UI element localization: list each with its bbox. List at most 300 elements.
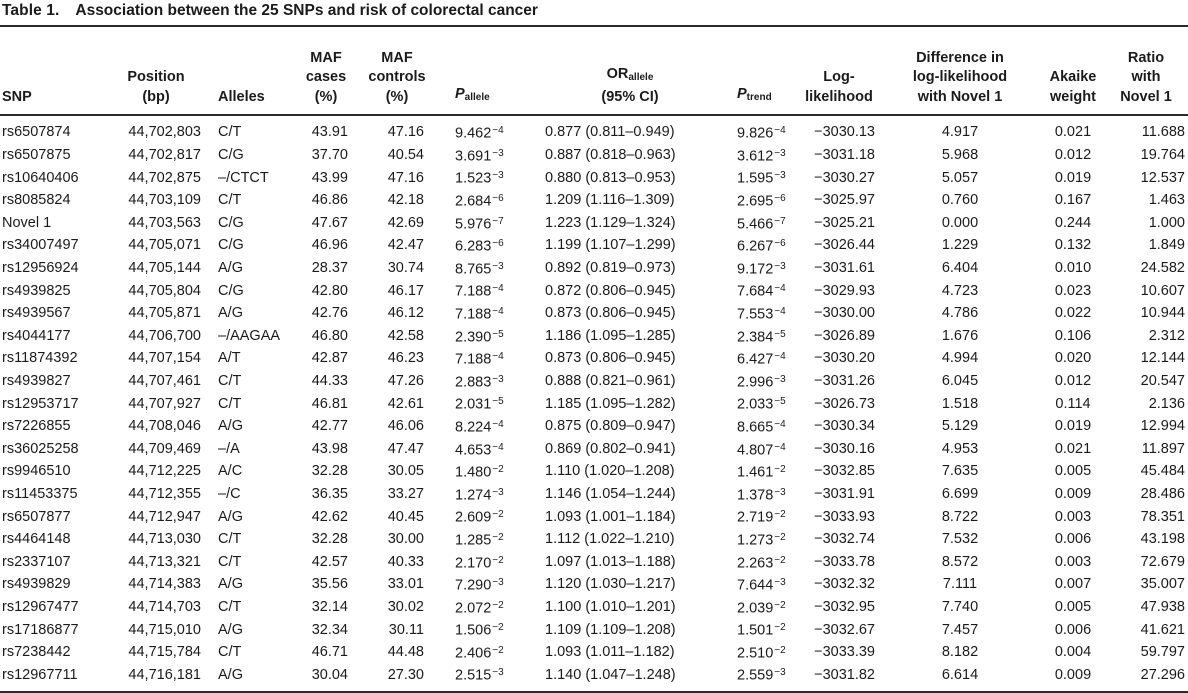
cell-log-likelihood: −3030.13 — [814, 124, 875, 141]
table-row — [0, 302, 1188, 325]
cell-p-trend: $7.553^{-4}$ — [737, 305, 786, 323]
cell-maf-cases: 37.70 — [311, 147, 348, 164]
cell-position: 44,702,875 — [128, 169, 201, 186]
cell-snp: rs7238442 — [2, 644, 71, 661]
cell-or-ci: 1.185 (1.095–1.282) — [545, 395, 676, 412]
cell-alleles: C/T — [218, 553, 242, 570]
cell-akaike-weight: 0.244 — [1054, 214, 1092, 231]
cell-snp: rs6507874 — [2, 124, 71, 141]
cell-position: 44,714,383 — [128, 576, 201, 593]
table-row — [0, 618, 1188, 641]
cell-maf-cases: 35.56 — [311, 576, 348, 593]
cell-maf-cases: 46.71 — [311, 644, 348, 661]
cell-or-ci: 1.146 (1.054–1.244) — [545, 485, 676, 502]
cell-or-ci: 1.097 (1.013–1.188) — [545, 553, 676, 570]
cell-p-allele: $8.224^{-4}$ — [455, 418, 504, 436]
cell-p-trend: $2.033^{-5}$ — [737, 396, 786, 413]
cell-p-allele: $2.406^{-2}$ — [455, 644, 504, 662]
cell-log-likelihood: −3033.93 — [814, 508, 875, 525]
cell-position: 44,716,181 — [128, 666, 201, 683]
cell-ratio-with-novel1: 43.198 — [1140, 531, 1185, 548]
cell-diff-log-likelihood: 4.786 — [941, 305, 979, 322]
cell-akaike-weight: 0.004 — [1054, 644, 1092, 661]
cell-or-ci: 1.223 (1.129–1.324) — [545, 214, 676, 231]
cell-p-trend: $1.461^{-2}$ — [737, 464, 786, 481]
cell-p-trend: $7.684^{-4}$ — [737, 283, 786, 300]
cell-ratio-with-novel1: 59.797 — [1140, 644, 1185, 661]
cell-diff-log-likelihood: 0.760 — [941, 192, 979, 209]
table-row — [0, 573, 1188, 596]
cell-or-ci: 0.888 (0.821–0.961) — [545, 373, 676, 389]
cell-snp: rs12967477 — [2, 598, 79, 615]
table-caption-label: Table 1. — [2, 2, 60, 19]
cell-akaike-weight: 0.022 — [1054, 305, 1092, 322]
table-row — [0, 370, 1188, 393]
cell-maf-cases: 30.04 — [311, 666, 348, 683]
cell-akaike-weight: 0.019 — [1054, 169, 1092, 186]
cell-log-likelihood: −3032.74 — [814, 531, 875, 548]
table-row — [0, 415, 1188, 438]
cell-akaike-weight: 0.021 — [1054, 124, 1092, 141]
cell-maf-controls: 47.16 — [387, 124, 424, 141]
cell-p-trend: $2.039^{-2}$ — [737, 599, 786, 617]
cell-maf-cases: 43.98 — [311, 440, 348, 457]
cell-p-trend: $6.267^{-6}$ — [737, 238, 786, 255]
cell-diff-log-likelihood: 4.953 — [941, 440, 979, 457]
cell-snp: rs11453375 — [2, 485, 78, 502]
cell-p-trend: $4.807^{-4}$ — [737, 441, 786, 459]
cell-diff-log-likelihood: 4.723 — [941, 282, 979, 299]
cell-maf-controls: 47.16 — [387, 169, 424, 186]
cell-p-allele: $7.188^{-4}$ — [455, 351, 504, 368]
cell-p-trend: $7.644^{-3}$ — [737, 577, 786, 594]
cell-ratio-with-novel1: 12.144 — [1140, 350, 1185, 367]
cell-p-allele: $7.188^{-4}$ — [455, 305, 504, 323]
cell-p-trend: $1.378^{-3}$ — [737, 486, 786, 504]
cell-maf-controls: 30.02 — [387, 598, 424, 615]
col-header-maf-cases: MAF cases (%) — [294, 27, 358, 115]
cell-position: 44,714,703 — [128, 598, 201, 615]
cell-maf-cases: 46.96 — [311, 237, 348, 254]
cell-snp: rs34007497 — [2, 237, 79, 254]
cell-p-trend: $2.695^{-6}$ — [737, 193, 786, 210]
cell-ratio-with-novel1: 41.621 — [1140, 621, 1185, 638]
cell-maf-controls: 30.05 — [387, 463, 424, 480]
cell-maf-controls: 30.00 — [387, 531, 424, 548]
cell-or-ci: 1.112 (1.022–1.210) — [545, 531, 675, 548]
table-row — [0, 212, 1188, 235]
cell-diff-log-likelihood: 7.111 — [942, 576, 978, 593]
cell-maf-controls: 46.23 — [387, 350, 424, 367]
col-header-ratio-with-novel1: Ratio with Novel 1 — [1104, 27, 1188, 115]
table-row — [0, 505, 1188, 528]
cell-p-trend: $6.427^{-4}$ — [737, 351, 786, 368]
cell-position: 44,709,469 — [128, 440, 201, 457]
cell-p-allele: $1.523^{-3}$ — [455, 170, 504, 187]
snp-association-table — [0, 27, 1188, 693]
cell-ratio-with-novel1: 10.607 — [1140, 282, 1185, 299]
cell-snp: rs12956924 — [2, 260, 79, 277]
cell-maf-controls: 40.33 — [387, 553, 424, 570]
cell-ratio-with-novel1: 1.849 — [1148, 237, 1185, 254]
cell-p-allele: $1.506^{-2}$ — [455, 622, 504, 639]
cell-akaike-weight: 0.021 — [1054, 440, 1092, 457]
cell-log-likelihood: −3030.20 — [814, 350, 875, 367]
table-row — [0, 528, 1188, 551]
cell-p-allele: $5.976^{-7}$ — [455, 215, 504, 233]
cell-position: 44,707,154 — [128, 350, 201, 367]
col-header-log-likelihood: Log- likelihood — [800, 27, 878, 115]
cell-ratio-with-novel1: 2.136 — [1148, 395, 1185, 412]
cell-or-ci: 0.875 (0.809–0.947) — [545, 418, 676, 435]
col-header-p-trend: $P_{trend}$ — [730, 27, 800, 115]
col-header-diff-log-likelihood: Difference in log-likelihood with Novel 1 — [878, 27, 1042, 115]
cell-akaike-weight: 0.003 — [1054, 553, 1092, 570]
cell-position: 44,706,700 — [128, 327, 201, 344]
cell-log-likelihood: −3031.26 — [814, 373, 875, 389]
cell-p-allele: $3.691^{-3}$ — [455, 147, 504, 165]
cell-ratio-with-novel1: 19.764 — [1140, 147, 1185, 164]
cell-diff-log-likelihood: 7.740 — [941, 598, 979, 615]
col-header-p-allele: $P_{allele}$ — [436, 27, 530, 115]
cell-ratio-with-novel1: 2.312 — [1148, 327, 1185, 344]
cell-akaike-weight: 0.007 — [1054, 576, 1092, 593]
cell-snp: rs6507877 — [2, 508, 71, 525]
cell-log-likelihood: −3030.34 — [814, 418, 875, 435]
cell-p-allele: $2.684^{-6}$ — [455, 193, 504, 210]
cell-akaike-weight: 0.114 — [1055, 395, 1091, 412]
cell-p-trend: $3.612^{-3}$ — [737, 147, 786, 165]
cell-maf-cases: 42.76 — [311, 305, 348, 322]
table-row — [0, 257, 1188, 280]
cell-ratio-with-novel1: 24.582 — [1140, 260, 1185, 277]
cell-maf-controls: 42.69 — [387, 214, 424, 231]
cell-alleles: C/T — [218, 373, 242, 389]
cell-snp: rs4464148 — [2, 531, 71, 548]
cell-maf-controls: 30.11 — [388, 621, 424, 638]
cell-alleles: C/G — [218, 237, 244, 254]
cell-log-likelihood: −3026.89 — [814, 327, 875, 344]
cell-alleles: C/T — [218, 598, 242, 615]
cell-alleles: C/T — [218, 124, 242, 141]
cell-log-likelihood: −3032.32 — [814, 576, 875, 593]
cell-ratio-with-novel1: 47.938 — [1140, 598, 1185, 615]
table-row — [0, 115, 1188, 144]
cell-maf-cases: 47.67 — [311, 214, 348, 231]
cell-maf-cases: 36.35 — [311, 485, 348, 502]
cell-maf-cases: 42.87 — [311, 350, 348, 367]
cell-p-trend: $2.510^{-2}$ — [737, 644, 786, 662]
cell-p-allele: $2.072^{-2}$ — [455, 599, 504, 617]
cell-log-likelihood: −3032.85 — [814, 463, 875, 480]
cell-snp: rs2337107 — [2, 553, 71, 570]
cell-or-ci: 1.093 (1.011–1.182) — [545, 644, 675, 661]
cell-or-ci: 1.100 (1.010–1.201) — [545, 598, 676, 615]
cell-alleles: A/G — [218, 576, 243, 593]
cell-maf-controls: 47.26 — [387, 373, 424, 389]
table-row — [0, 347, 1188, 370]
cell-alleles: C/T — [218, 531, 242, 548]
cell-alleles: A/G — [218, 666, 243, 683]
cell-alleles: –/C — [218, 485, 241, 502]
cell-log-likelihood: −3030.00 — [814, 305, 875, 322]
cell-log-likelihood: −3032.67 — [814, 621, 875, 638]
cell-p-allele: $2.609^{-2}$ — [455, 509, 504, 526]
cell-p-trend: $1.595^{-3}$ — [737, 170, 786, 187]
cell-position: 44,707,461 — [128, 373, 201, 389]
table-body — [0, 115, 1188, 692]
cell-snp: rs10640406 — [2, 169, 79, 186]
cell-snp: rs4939825 — [2, 282, 71, 299]
cell-p-allele: $1.285^{-2}$ — [455, 531, 504, 549]
cell-or-ci: 0.877 (0.811–0.949) — [545, 124, 675, 141]
cell-or-ci: 0.873 (0.806–0.945) — [545, 305, 676, 322]
cell-or-ci: 1.209 (1.116–1.309) — [545, 192, 675, 209]
cell-snp: rs4044177 — [2, 327, 71, 344]
cell-snp: rs11874392 — [2, 350, 78, 367]
cell-log-likelihood: −3033.78 — [814, 553, 875, 570]
cell-p-allele: $1.274^{-3}$ — [455, 486, 504, 504]
cell-alleles: A/G — [218, 508, 243, 525]
table-row — [0, 144, 1188, 167]
cell-p-trend: $2.559^{-3}$ — [737, 667, 786, 684]
cell-position: 44,715,010 — [128, 621, 201, 638]
cell-log-likelihood: −3025.97 — [814, 192, 875, 209]
cell-ratio-with-novel1: 1.463 — [1148, 192, 1185, 209]
cell-p-trend: $8.665^{-4}$ — [737, 418, 786, 436]
cell-log-likelihood: −3026.44 — [814, 237, 875, 254]
cell-maf-cases: 43.91 — [311, 124, 348, 141]
cell-akaike-weight: 0.012 — [1054, 147, 1092, 164]
cell-maf-controls: 47.47 — [387, 440, 424, 457]
table-row — [0, 460, 1188, 483]
cell-p-trend: $2.996^{-3}$ — [737, 373, 786, 391]
cell-position: 44,705,804 — [128, 282, 201, 299]
cell-ratio-with-novel1: 12.537 — [1140, 169, 1185, 186]
cell-or-ci: 1.120 (1.030–1.217) — [545, 576, 676, 593]
cell-log-likelihood: −3031.18 — [814, 147, 875, 164]
cell-p-trend: $1.501^{-2}$ — [737, 622, 786, 639]
cell-alleles: C/G — [218, 147, 244, 164]
table-row — [0, 279, 1188, 302]
cell-akaike-weight: 0.106 — [1054, 327, 1092, 344]
cell-alleles: A/G — [218, 260, 243, 277]
cell-snp: rs36025258 — [2, 440, 79, 457]
table-row — [0, 596, 1188, 619]
cell-alleles: A/C — [218, 463, 243, 480]
cell-ratio-with-novel1: 45.484 — [1140, 463, 1185, 480]
cell-akaike-weight: 0.132 — [1054, 237, 1092, 254]
cell-maf-controls: 42.58 — [387, 327, 424, 344]
cell-ratio-with-novel1: 11.897 — [1141, 440, 1185, 457]
table-row — [0, 438, 1188, 461]
cell-diff-log-likelihood: 7.532 — [941, 531, 979, 548]
cell-snp: rs8085824 — [2, 192, 71, 209]
col-header-akaike-weight: Akaike weight — [1042, 27, 1104, 115]
cell-position: 44,713,030 — [128, 531, 201, 548]
cell-maf-controls: 42.47 — [387, 237, 424, 254]
cell-log-likelihood: −3031.61 — [814, 260, 875, 277]
table-row — [0, 663, 1188, 692]
cell-ratio-with-novel1: 11.688 — [1141, 124, 1185, 141]
cell-maf-controls: 46.12 — [387, 305, 424, 322]
cell-or-ci: 0.880 (0.813–0.953) — [545, 169, 676, 186]
cell-diff-log-likelihood: 7.635 — [941, 463, 979, 480]
cell-position: 44,712,225 — [128, 463, 201, 480]
cell-maf-cases: 43.99 — [311, 169, 348, 186]
cell-ratio-with-novel1: 72.679 — [1140, 553, 1185, 570]
cell-log-likelihood: −3031.82 — [814, 666, 875, 683]
cell-diff-log-likelihood: 1.229 — [941, 237, 979, 254]
cell-akaike-weight: 0.010 — [1054, 260, 1092, 277]
cell-alleles: –/AAGAA — [218, 327, 281, 344]
cell-p-trend: $9.172^{-3}$ — [737, 260, 786, 278]
cell-snp: rs17186877 — [2, 621, 79, 638]
cell-maf-cases: 46.80 — [311, 327, 348, 344]
cell-p-trend: $1.273^{-2}$ — [737, 531, 786, 549]
cell-alleles: A/G — [218, 621, 243, 638]
cell-alleles: A/T — [218, 350, 241, 367]
cell-alleles: C/G — [218, 282, 244, 299]
cell-or-ci: 0.873 (0.806–0.945) — [545, 350, 676, 367]
cell-diff-log-likelihood: 8.722 — [941, 508, 979, 525]
cell-log-likelihood: −3030.27 — [814, 169, 875, 186]
cell-maf-cases: 32.14 — [311, 598, 348, 615]
cell-position: 44,703,109 — [128, 192, 201, 209]
table-row — [0, 392, 1188, 415]
cell-diff-log-likelihood: 4.917 — [941, 124, 979, 141]
cell-alleles: C/T — [218, 192, 242, 209]
cell-position: 44,715,784 — [128, 644, 201, 661]
cell-ratio-with-novel1: 1.000 — [1148, 214, 1185, 231]
cell-maf-cases: 46.86 — [311, 192, 348, 209]
cell-p-allele: $2.170^{-2}$ — [455, 554, 504, 571]
cell-p-allele: $7.188^{-4}$ — [455, 283, 504, 300]
cell-maf-cases: 46.81 — [311, 395, 348, 412]
table-row — [0, 234, 1188, 257]
cell-position: 44,712,355 — [128, 485, 201, 502]
cell-akaike-weight: 0.167 — [1054, 192, 1092, 209]
cell-p-trend: $2.719^{-2}$ — [737, 509, 786, 526]
cell-alleles: –/CTCT — [218, 169, 269, 186]
cell-log-likelihood: −3025.21 — [814, 214, 875, 231]
cell-diff-log-likelihood: 5.968 — [941, 147, 979, 164]
cell-diff-log-likelihood: 1.518 — [941, 395, 979, 412]
table-caption-text: Association between the 25 SNPs and risk of colorectal cancer — [75, 2, 538, 19]
cell-or-ci: 0.872 (0.806–0.945) — [545, 282, 676, 299]
cell-snp: rs4939567 — [2, 305, 71, 322]
cell-or-ci: 1.199 (1.107–1.299) — [545, 237, 676, 254]
cell-maf-controls: 33.27 — [387, 485, 424, 502]
cell-diff-log-likelihood: 0.000 — [941, 214, 979, 231]
cell-akaike-weight: 0.006 — [1054, 621, 1092, 638]
cell-position: 44,702,803 — [128, 124, 201, 141]
table-row — [0, 483, 1188, 506]
table-row — [0, 325, 1188, 348]
cell-p-trend: $9.826^{-4}$ — [737, 125, 786, 142]
cell-position: 44,707,927 — [128, 395, 201, 412]
cell-maf-controls: 27.30 — [387, 666, 424, 683]
cell-log-likelihood: −3029.93 — [814, 282, 875, 299]
col-header-or-allele-ci: $OR_{allele}$ (95% CI) — [530, 27, 730, 115]
cell-akaike-weight: 0.009 — [1054, 485, 1092, 502]
cell-akaike-weight: 0.019 — [1054, 418, 1092, 435]
cell-snp: rs7226855 — [2, 418, 71, 435]
cell-p-allele: $2.515^{-3}$ — [455, 667, 504, 684]
table-row — [0, 641, 1188, 664]
cell-maf-cases: 42.62 — [311, 508, 348, 525]
cell-log-likelihood: −3033.39 — [814, 644, 875, 661]
cell-diff-log-likelihood: 5.057 — [941, 169, 979, 186]
cell-alleles: C/G — [218, 214, 244, 231]
cell-position: 44,712,947 — [128, 508, 201, 525]
cell-snp: rs9946510 — [2, 463, 71, 480]
cell-or-ci: 0.887 (0.818–0.963) — [545, 147, 676, 164]
cell-position: 44,708,046 — [128, 418, 201, 435]
cell-p-trend: $5.466^{-7}$ — [737, 215, 786, 233]
cell-alleles: –/A — [218, 440, 240, 457]
cell-snp: rs12953717 — [2, 395, 79, 412]
col-header-alleles: Alleles — [204, 27, 294, 115]
cell-ratio-with-novel1: 35.007 — [1140, 576, 1185, 593]
cell-maf-controls: 42.18 — [387, 192, 424, 209]
cell-or-ci: 1.186 (1.095–1.285) — [545, 327, 676, 344]
cell-maf-cases: 32.34 — [311, 621, 348, 638]
cell-p-trend: $2.263^{-2}$ — [737, 554, 786, 571]
cell-ratio-with-novel1: 28.486 — [1140, 485, 1185, 502]
cell-snp: Novel 1 — [2, 214, 52, 231]
cell-or-ci: 1.110 (1.020–1.208) — [545, 463, 675, 480]
cell-diff-log-likelihood: 6.404 — [941, 260, 979, 277]
cell-or-ci: 0.869 (0.802–0.941) — [545, 440, 676, 457]
cell-ratio-with-novel1: 10.944 — [1140, 305, 1185, 322]
cell-diff-log-likelihood: 1.676 — [941, 327, 979, 344]
cell-p-allele: $6.283^{-6}$ — [455, 238, 504, 255]
cell-akaike-weight: 0.009 — [1054, 666, 1092, 683]
cell-snp: rs4939829 — [2, 576, 71, 593]
cell-akaike-weight: 0.012 — [1054, 373, 1092, 389]
cell-alleles: A/G — [218, 418, 243, 435]
cell-maf-cases: 44.33 — [311, 373, 348, 389]
cell-akaike-weight: 0.003 — [1054, 508, 1092, 525]
cell-diff-log-likelihood: 6.614 — [941, 666, 979, 683]
cell-p-trend: $2.384^{-5}$ — [737, 328, 786, 346]
cell-maf-cases: 28.37 — [311, 260, 348, 277]
cell-maf-controls: 46.06 — [387, 418, 424, 435]
cell-maf-cases: 32.28 — [311, 531, 348, 548]
cell-ratio-with-novel1: 12.994 — [1140, 418, 1185, 435]
col-header-snp: SNP — [0, 27, 108, 115]
table-row — [0, 189, 1188, 212]
cell-log-likelihood: −3032.95 — [814, 598, 875, 615]
table-row — [0, 166, 1188, 189]
cell-snp: rs12967711 — [2, 666, 78, 683]
cell-diff-log-likelihood: 4.994 — [941, 350, 979, 367]
cell-or-ci: 0.892 (0.819–0.973) — [545, 260, 676, 277]
cell-diff-log-likelihood: 5.129 — [941, 418, 979, 435]
cell-diff-log-likelihood: 8.572 — [941, 553, 979, 570]
cell-maf-cases: 42.77 — [311, 418, 348, 435]
cell-alleles: C/T — [218, 644, 242, 661]
cell-maf-cases: 42.57 — [311, 553, 348, 570]
cell-p-allele: $7.290^{-3}$ — [455, 577, 504, 594]
cell-position: 44,702,817 — [128, 147, 201, 164]
cell-maf-controls: 30.74 — [387, 260, 424, 277]
table-caption — [0, 0, 1188, 27]
cell-position: 44,705,071 — [128, 237, 201, 254]
cell-log-likelihood: −3030.16 — [814, 440, 875, 457]
cell-log-likelihood: −3031.91 — [814, 485, 875, 502]
